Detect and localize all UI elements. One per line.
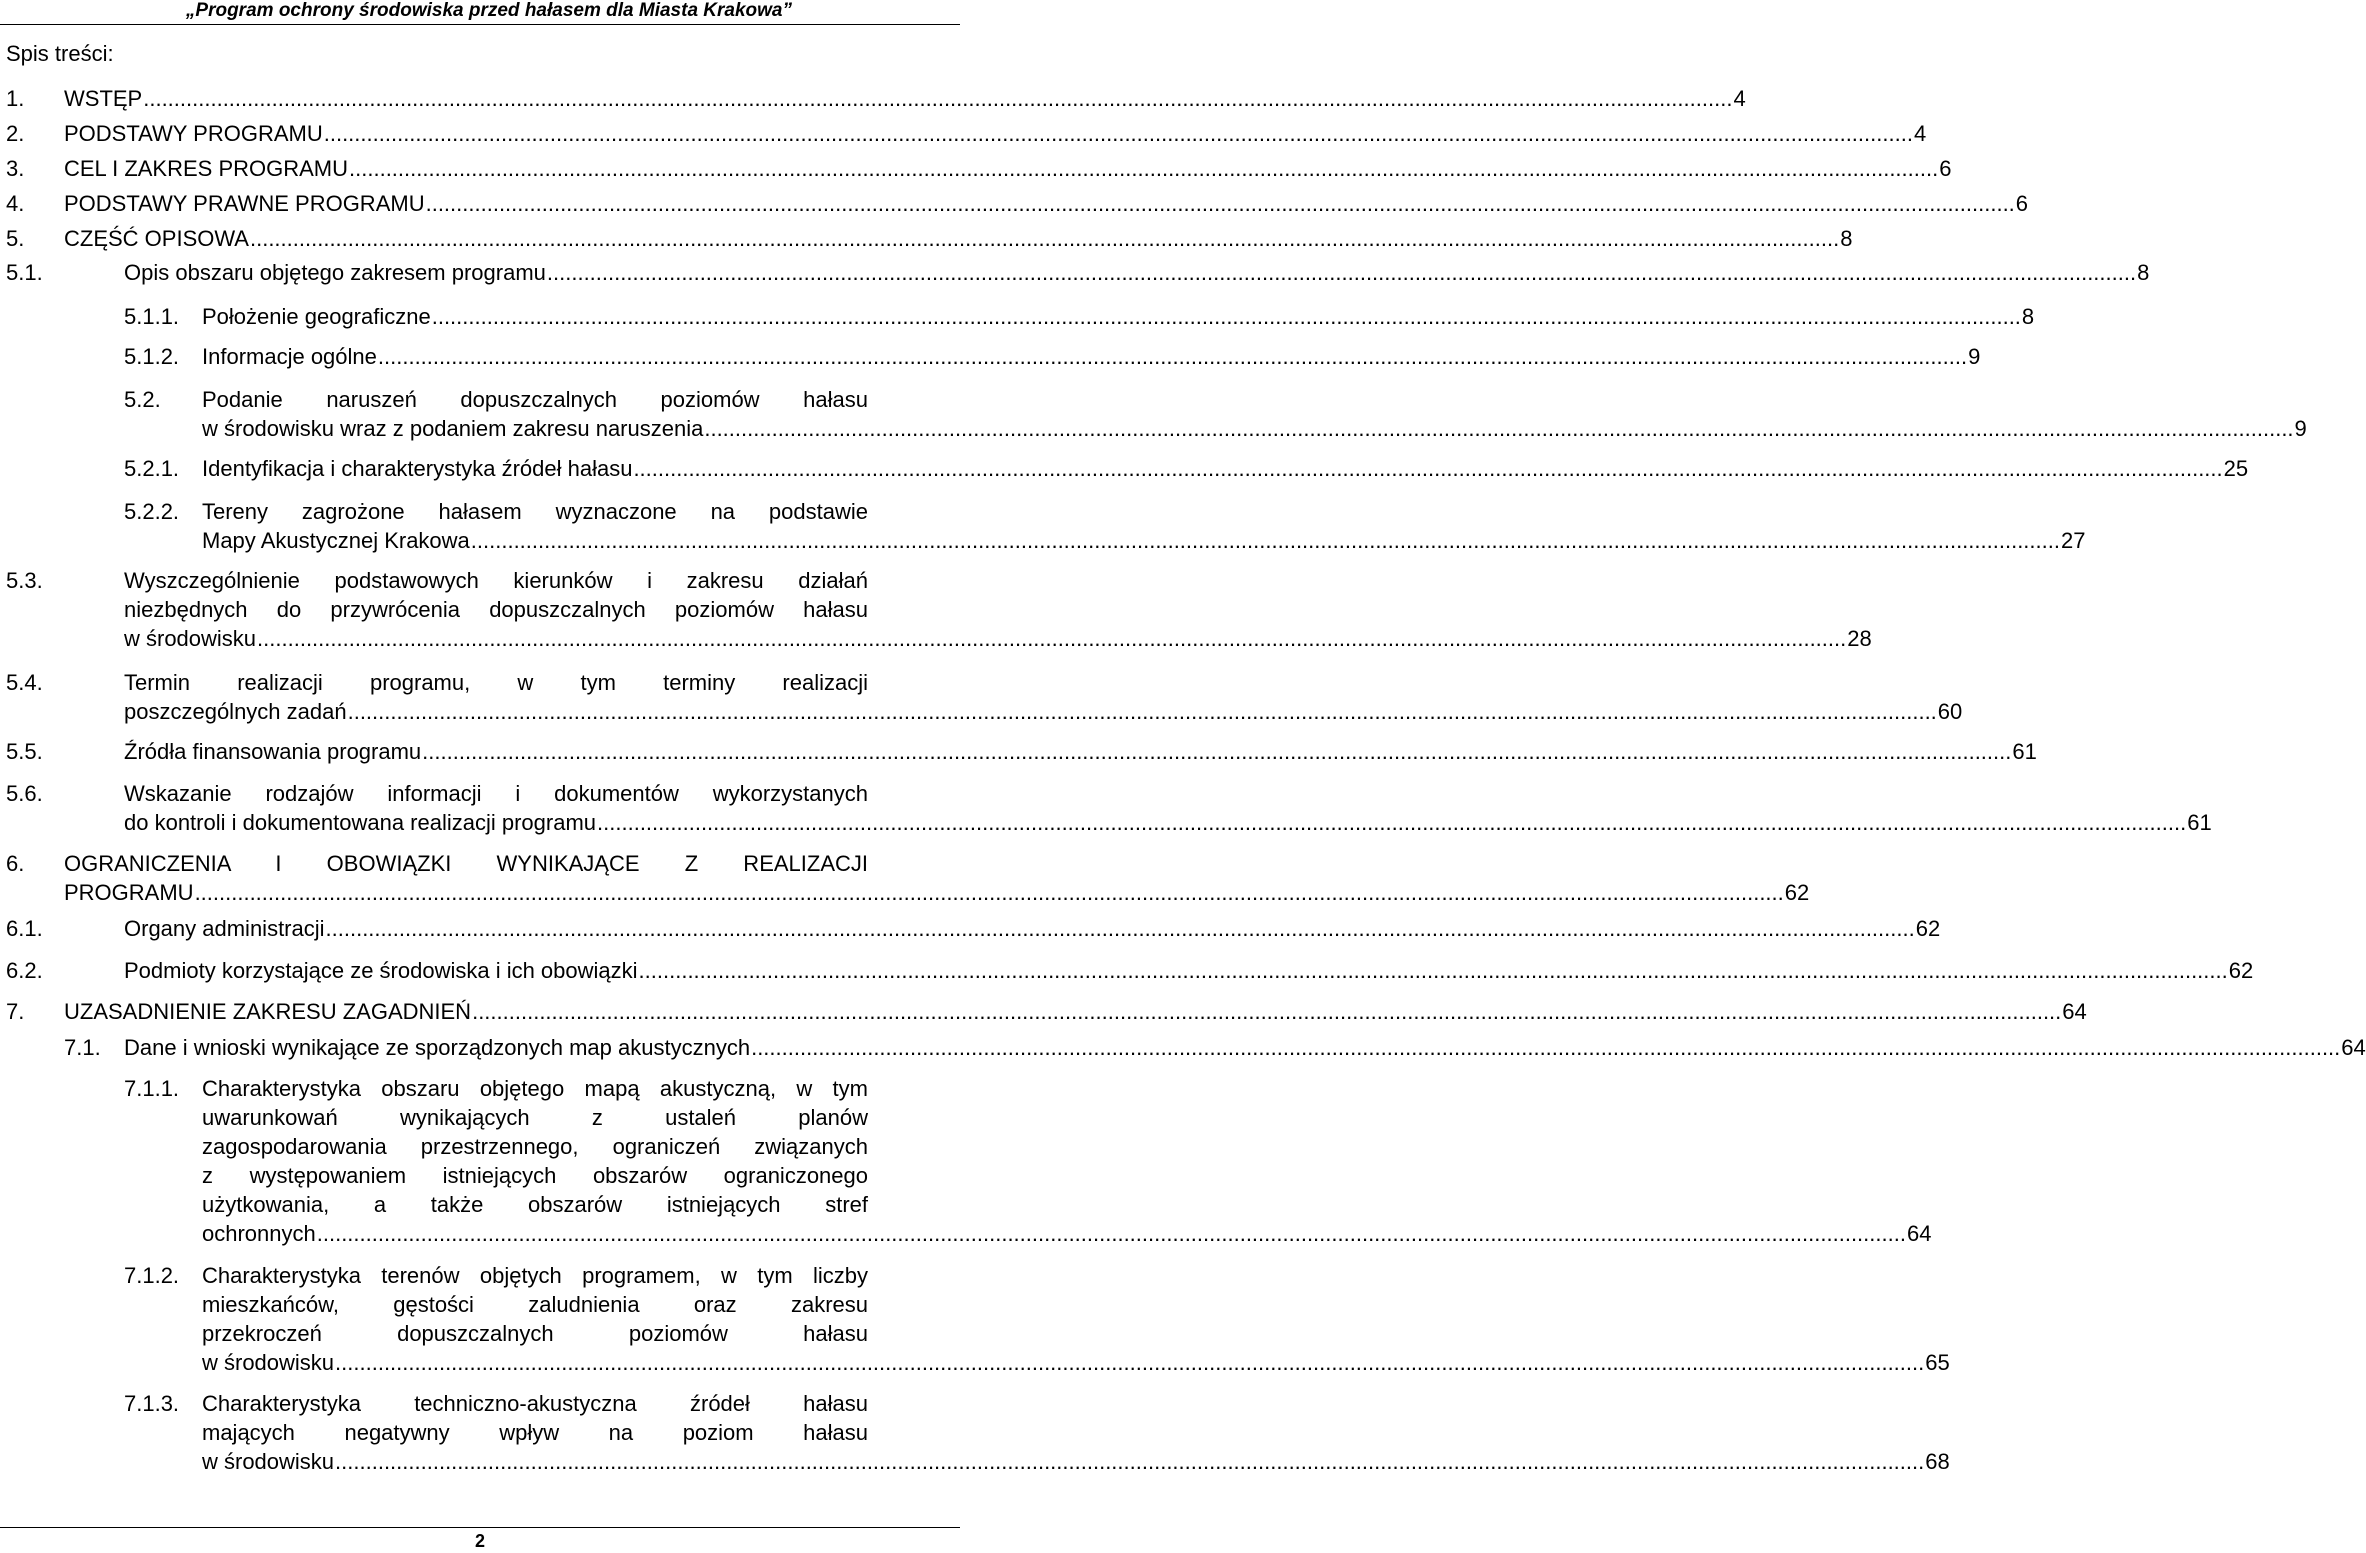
toc-entry-title: PODSTAWY PROGRAMU xyxy=(64,121,323,146)
toc-entry-title: UZASADNIENIE ZAKRESU ZAGADNIEŃ xyxy=(64,999,472,1024)
toc-page-number: 65 xyxy=(1925,1350,1950,1375)
toc-entry-number: 5.1.1. xyxy=(124,304,180,329)
toc-leader-dots: .................................................................................................................................................................................................................................................................... xyxy=(335,1350,1925,1375)
toc-entry-number: 1. xyxy=(6,86,25,111)
toc-entry-last-line xyxy=(64,84,1746,113)
toc-entry-last-line xyxy=(124,808,2212,837)
toc-entry-title: CEL I ZAKRES PROGRAMU xyxy=(64,156,349,181)
toc-entry-number: 6. xyxy=(6,851,25,876)
toc-entry-body xyxy=(64,84,1746,113)
toc-entry-title: WSTĘP xyxy=(64,86,143,111)
toc-entry-number: 7.1. xyxy=(64,1035,101,1060)
toc-entry[interactable] xyxy=(64,1033,2366,1062)
toc-page-number: 68 xyxy=(1925,1449,1950,1474)
toc-entry-last-line xyxy=(202,414,2307,443)
toc-entry-title: Mapy Akustycznej Krakowa xyxy=(202,528,470,553)
toc-entry-title: do kontroli i dokumentowana realizacji programu xyxy=(124,810,597,835)
toc-entry-title: poszczególnych zadań xyxy=(124,699,347,724)
toc-leader-dots: .................................................................................................................................................................................................................................................................... xyxy=(470,528,2060,553)
toc-entry-body xyxy=(202,1074,1932,1248)
toc-page-number: 61 xyxy=(2187,810,2212,835)
toc-entry[interactable] xyxy=(124,302,2035,331)
toc-entry-body xyxy=(64,997,2087,1026)
toc-entry-last-line xyxy=(64,224,1853,253)
toc-leader-dots: .................................................................................................................................................................................................................................................................... xyxy=(249,226,1840,251)
toc-entry[interactable] xyxy=(6,189,2029,218)
toc-entry-body xyxy=(124,668,1963,726)
toc-entry-body xyxy=(124,914,1941,943)
toc-entry[interactable] xyxy=(124,1074,1932,1248)
toc-leader-dots: .................................................................................................................................................................................................................................................................... xyxy=(194,880,1784,905)
toc-entry-number: 5. xyxy=(6,226,25,251)
toc-entry-last-line xyxy=(64,878,1810,907)
toc-entry-line: użytkowania, a także obszarów istniejących stref xyxy=(202,1192,868,1217)
toc-entry-number: 3. xyxy=(6,156,25,181)
toc-page-number: 64 xyxy=(1906,1221,1932,1246)
toc-entry-line: mających negatywny wpływ na poziom hałasu xyxy=(202,1420,868,1445)
toc-entry-line: Charakterystyka techniczno-akustyczna źródeł hałasu xyxy=(202,1391,868,1416)
toc-entry[interactable] xyxy=(6,224,1853,253)
toc-entry-number: 4. xyxy=(6,191,25,216)
toc-entry[interactable] xyxy=(6,997,2087,1026)
toc-page-number: 6 xyxy=(1939,156,1952,181)
toc-page-number: 62 xyxy=(1915,916,1941,941)
toc-entry[interactable] xyxy=(6,779,2212,837)
toc-entry-number: 7.1.2. xyxy=(124,1263,180,1288)
toc-leader-dots: .................................................................................................................................................................................................................................................................... xyxy=(425,191,2015,216)
toc-entry[interactable] xyxy=(124,454,2249,483)
toc-entry-title: w środowisku xyxy=(202,1449,335,1474)
toc-entry-number: 6.1. xyxy=(6,916,43,941)
toc-entry-last-line xyxy=(124,914,1941,943)
toc-entry-title: Opis obszaru objętego zakresem programu xyxy=(124,260,546,285)
toc-page-number: 64 xyxy=(2062,999,2087,1024)
toc-entry-last-line xyxy=(202,454,2249,483)
toc-entry-last-line xyxy=(202,302,2035,331)
toc-entry-line: uwarunkowań wynikających z ustaleń planów xyxy=(202,1105,868,1130)
toc-entry-title: CZĘŚĆ OPISOWA xyxy=(64,226,249,251)
toc-entry-body xyxy=(124,566,1872,653)
toc-entry-body xyxy=(202,497,2086,555)
toc-page-number: 62 xyxy=(2228,958,2254,983)
toc-entry-last-line xyxy=(124,737,2037,766)
toc-entry[interactable] xyxy=(6,849,1810,907)
toc-entry-line: Wskazanie rodzajów informacji i dokumentów wykorzystanych xyxy=(124,781,868,806)
toc-entry-number: 7. xyxy=(6,999,25,1024)
toc-entry-title: ochronnych xyxy=(202,1221,316,1246)
toc-entry[interactable] xyxy=(124,1389,1950,1476)
toc-entry-body xyxy=(64,189,2029,218)
toc-page-number: 28 xyxy=(1847,626,1872,651)
toc-leader-dots: .................................................................................................................................................................................................................................................................... xyxy=(633,456,2223,481)
toc-leader-dots: .................................................................................................................................................................................................................................................................... xyxy=(546,260,2137,285)
toc-entry-number: 5.4. xyxy=(6,670,43,695)
toc-leader-dots: .................................................................................................................................................................................................................................................................... xyxy=(347,699,1937,724)
toc-entry-last-line xyxy=(64,189,2029,218)
toc-leader-dots: .................................................................................................................................................................................................................................................................... xyxy=(597,810,2187,835)
toc-page-number: 4 xyxy=(1733,86,1746,111)
document-title: „Program ochrony środowiska przed hałasem dla Miasta Krakowa” xyxy=(185,0,792,21)
toc-page-number: 61 xyxy=(2012,739,2037,764)
page-number: 2 xyxy=(474,1531,485,1551)
toc-entry-line: Termin realizacji programu, w tym terminy realizacji xyxy=(124,670,868,695)
toc-entry-title: PODSTAWY PRAWNE PROGRAMU xyxy=(64,191,425,216)
toc-entry-body xyxy=(124,737,2037,766)
toc-entry-last-line xyxy=(202,1447,1950,1476)
toc-entry-title: PROGRAMU xyxy=(64,880,194,905)
toc-page-number: 8 xyxy=(2137,260,2150,285)
toc-page-number: 4 xyxy=(1913,121,1927,146)
toc-entry-last-line xyxy=(64,119,1927,148)
toc-entry-body xyxy=(202,1389,1950,1476)
toc-page-number: 25 xyxy=(2223,456,2249,481)
toc-entry[interactable] xyxy=(124,1261,1950,1377)
toc-page-number: 6 xyxy=(2015,191,2029,216)
toc-entry-line: Charakterystyka terenów objętych programem, w tym liczby xyxy=(202,1263,868,1288)
footer-divider xyxy=(0,1527,960,1528)
toc-entry[interactable] xyxy=(124,385,2307,443)
toc-entry-body xyxy=(202,1261,1950,1377)
toc-entry-last-line xyxy=(202,342,1981,371)
toc-entry-title: Informacje ogólne xyxy=(202,344,377,369)
toc-entry-title: Źródła finansowania programu xyxy=(124,739,422,764)
toc-entry-title: w środowisku xyxy=(124,626,257,651)
toc-entry[interactable] xyxy=(6,84,1746,113)
toc-entry-last-line xyxy=(64,154,1952,183)
toc-entry-number: 5.2. xyxy=(124,387,161,412)
toc-entry-body xyxy=(64,849,1810,907)
toc-entry-body xyxy=(64,224,1853,253)
toc-leader-dots: .................................................................................................................................................................................................................................................................... xyxy=(143,86,1733,111)
toc-entry-title: Identyfikacja i charakterystyka źródeł hałasu xyxy=(202,456,633,481)
toc-entry[interactable] xyxy=(6,154,1952,183)
toc-leader-dots: .................................................................................................................................................................................................................................................................... xyxy=(377,344,1968,369)
toc-entry-number: 2. xyxy=(6,121,25,146)
toc-entry-number: 5.2.1. xyxy=(124,456,180,481)
toc-entry-line: niezbędnych do przywrócenia dopuszczalnych poziomów hałasu xyxy=(124,597,868,622)
toc-entry-title: w środowisku xyxy=(202,1350,335,1375)
toc-entry-body xyxy=(202,342,1981,371)
toc-entry-line: przekroczeń dopuszczalnych poziomów hałasu xyxy=(202,1321,868,1346)
toc-entry[interactable] xyxy=(6,258,2150,287)
toc-entry[interactable] xyxy=(6,668,1963,726)
toc-entry-body xyxy=(64,119,1927,148)
toc-entry-last-line xyxy=(124,624,1872,653)
toc-entry-title: Dane i wnioski wynikające ze sporządzonych map akustycznych xyxy=(124,1035,751,1060)
toc-leader-dots: .................................................................................................................................................................................................................................................................... xyxy=(323,121,1913,146)
toc-entry-number: 7.1.1. xyxy=(124,1076,180,1101)
toc-leader-dots: .................................................................................................................................................................................................................................................................... xyxy=(431,304,2021,329)
toc-entry-line: mieszkańców, gęstości zaludnienia oraz zakresu xyxy=(202,1292,868,1317)
toc-entry-body xyxy=(64,154,1952,183)
toc-entry-last-line xyxy=(124,956,2254,985)
toc-leader-dots: .................................................................................................................................................................................................................................................................... xyxy=(751,1035,2341,1060)
toc-entry-number: 5.3. xyxy=(6,568,43,593)
toc-entry-line: Wyszczególnienie podstawowych kierunków i zakresu działań xyxy=(124,568,868,593)
toc-entry[interactable] xyxy=(6,914,1941,943)
toc-entry[interactable] xyxy=(124,342,1981,371)
toc-page-number: 9 xyxy=(1968,344,1981,369)
toc-leader-dots: .................................................................................................................................................................................................................................................................... xyxy=(335,1449,1925,1474)
toc-entry[interactable] xyxy=(6,737,2037,766)
toc-entry-title: Położenie geograficzne xyxy=(202,304,431,329)
toc-entry[interactable] xyxy=(6,119,1927,148)
toc-entry-last-line xyxy=(202,1348,1950,1377)
toc-entry-body xyxy=(124,258,2150,287)
toc-page-number: 64 xyxy=(2341,1035,2366,1060)
toc-entry-body xyxy=(124,956,2254,985)
toc-entry[interactable] xyxy=(6,566,1872,653)
toc-entry[interactable] xyxy=(124,497,2086,555)
toc-entry-title: w środowisku wraz z podaniem zakresu naruszenia xyxy=(202,416,704,441)
toc-page-number: 9 xyxy=(2294,416,2307,441)
toc-entry-body xyxy=(202,454,2249,483)
toc-leader-dots: .................................................................................................................................................................................................................................................................... xyxy=(704,416,2294,441)
toc-entry-line: Tereny zagrożone hałasem wyznaczone na podstawie xyxy=(202,499,868,524)
toc-heading: Spis treści: xyxy=(6,41,114,66)
toc-entry-body xyxy=(124,779,2212,837)
toc-page-number: 27 xyxy=(2060,528,2086,553)
toc-entry-line: OGRANICZENIA I OBOWIĄZKI WYNIKAJĄCE Z REALIZACJI xyxy=(64,851,868,876)
toc-entry-number: 5.5. xyxy=(6,739,43,764)
toc-entry-line: z występowaniem istniejących obszarów ograniczonego xyxy=(202,1163,868,1188)
running-header xyxy=(0,0,960,25)
toc-entry-number: 5.1. xyxy=(6,260,43,285)
toc-entry-title: Podmioty korzystające ze środowiska i ich obowiązki xyxy=(124,958,638,983)
toc-leader-dots: .................................................................................................................................................................................................................................................................... xyxy=(349,156,1939,181)
toc-entry[interactable] xyxy=(6,956,2254,985)
toc-entry-number: 6.2. xyxy=(6,958,43,983)
toc-entry-last-line xyxy=(124,258,2150,287)
toc-entry-line: zagospodarowania przestrzennego, ograniczeń związanych xyxy=(202,1134,868,1159)
toc-entry-last-line xyxy=(124,697,1963,726)
toc-entry-body xyxy=(124,1033,2366,1062)
toc-leader-dots: .................................................................................................................................................................................................................................................................... xyxy=(472,999,2062,1024)
toc-entry-line: Podanie naruszeń dopuszczalnych poziomów hałasu xyxy=(202,387,868,412)
toc-page-number: 8 xyxy=(2021,304,2035,329)
toc-entry-body xyxy=(202,385,2307,443)
toc-leader-dots: .................................................................................................................................................................................................................................................................... xyxy=(325,916,1915,941)
toc-entry-last-line xyxy=(202,1219,1932,1248)
toc-leader-dots: .................................................................................................................................................................................................................................................................... xyxy=(638,958,2228,983)
toc-leader-dots: .................................................................................................................................................................................................................................................................... xyxy=(257,626,1847,651)
toc-entry-title: Organy administracji xyxy=(124,916,325,941)
toc-entry-last-line xyxy=(202,526,2086,555)
toc-entry-number: 5.2.2. xyxy=(124,499,180,524)
toc-leader-dots: .................................................................................................................................................................................................................................................................... xyxy=(316,1221,1906,1246)
toc-entry-last-line xyxy=(124,1033,2366,1062)
toc-entry-number: 7.1.3. xyxy=(124,1391,180,1416)
toc-entry-number: 5.1.2. xyxy=(124,344,180,369)
toc-page-number: 62 xyxy=(1784,880,1810,905)
toc-page-number: 60 xyxy=(1937,699,1963,724)
toc-leader-dots: .................................................................................................................................................................................................................................................................... xyxy=(422,739,2012,764)
toc-entry-body xyxy=(202,302,2035,331)
toc-entry-number: 5.6. xyxy=(6,781,43,806)
toc-entry-line: Charakterystyka obszaru objętego mapą akustyczną, w tym xyxy=(202,1076,868,1101)
toc-page-number: 8 xyxy=(1840,226,1853,251)
toc-entry-last-line xyxy=(64,997,2087,1026)
